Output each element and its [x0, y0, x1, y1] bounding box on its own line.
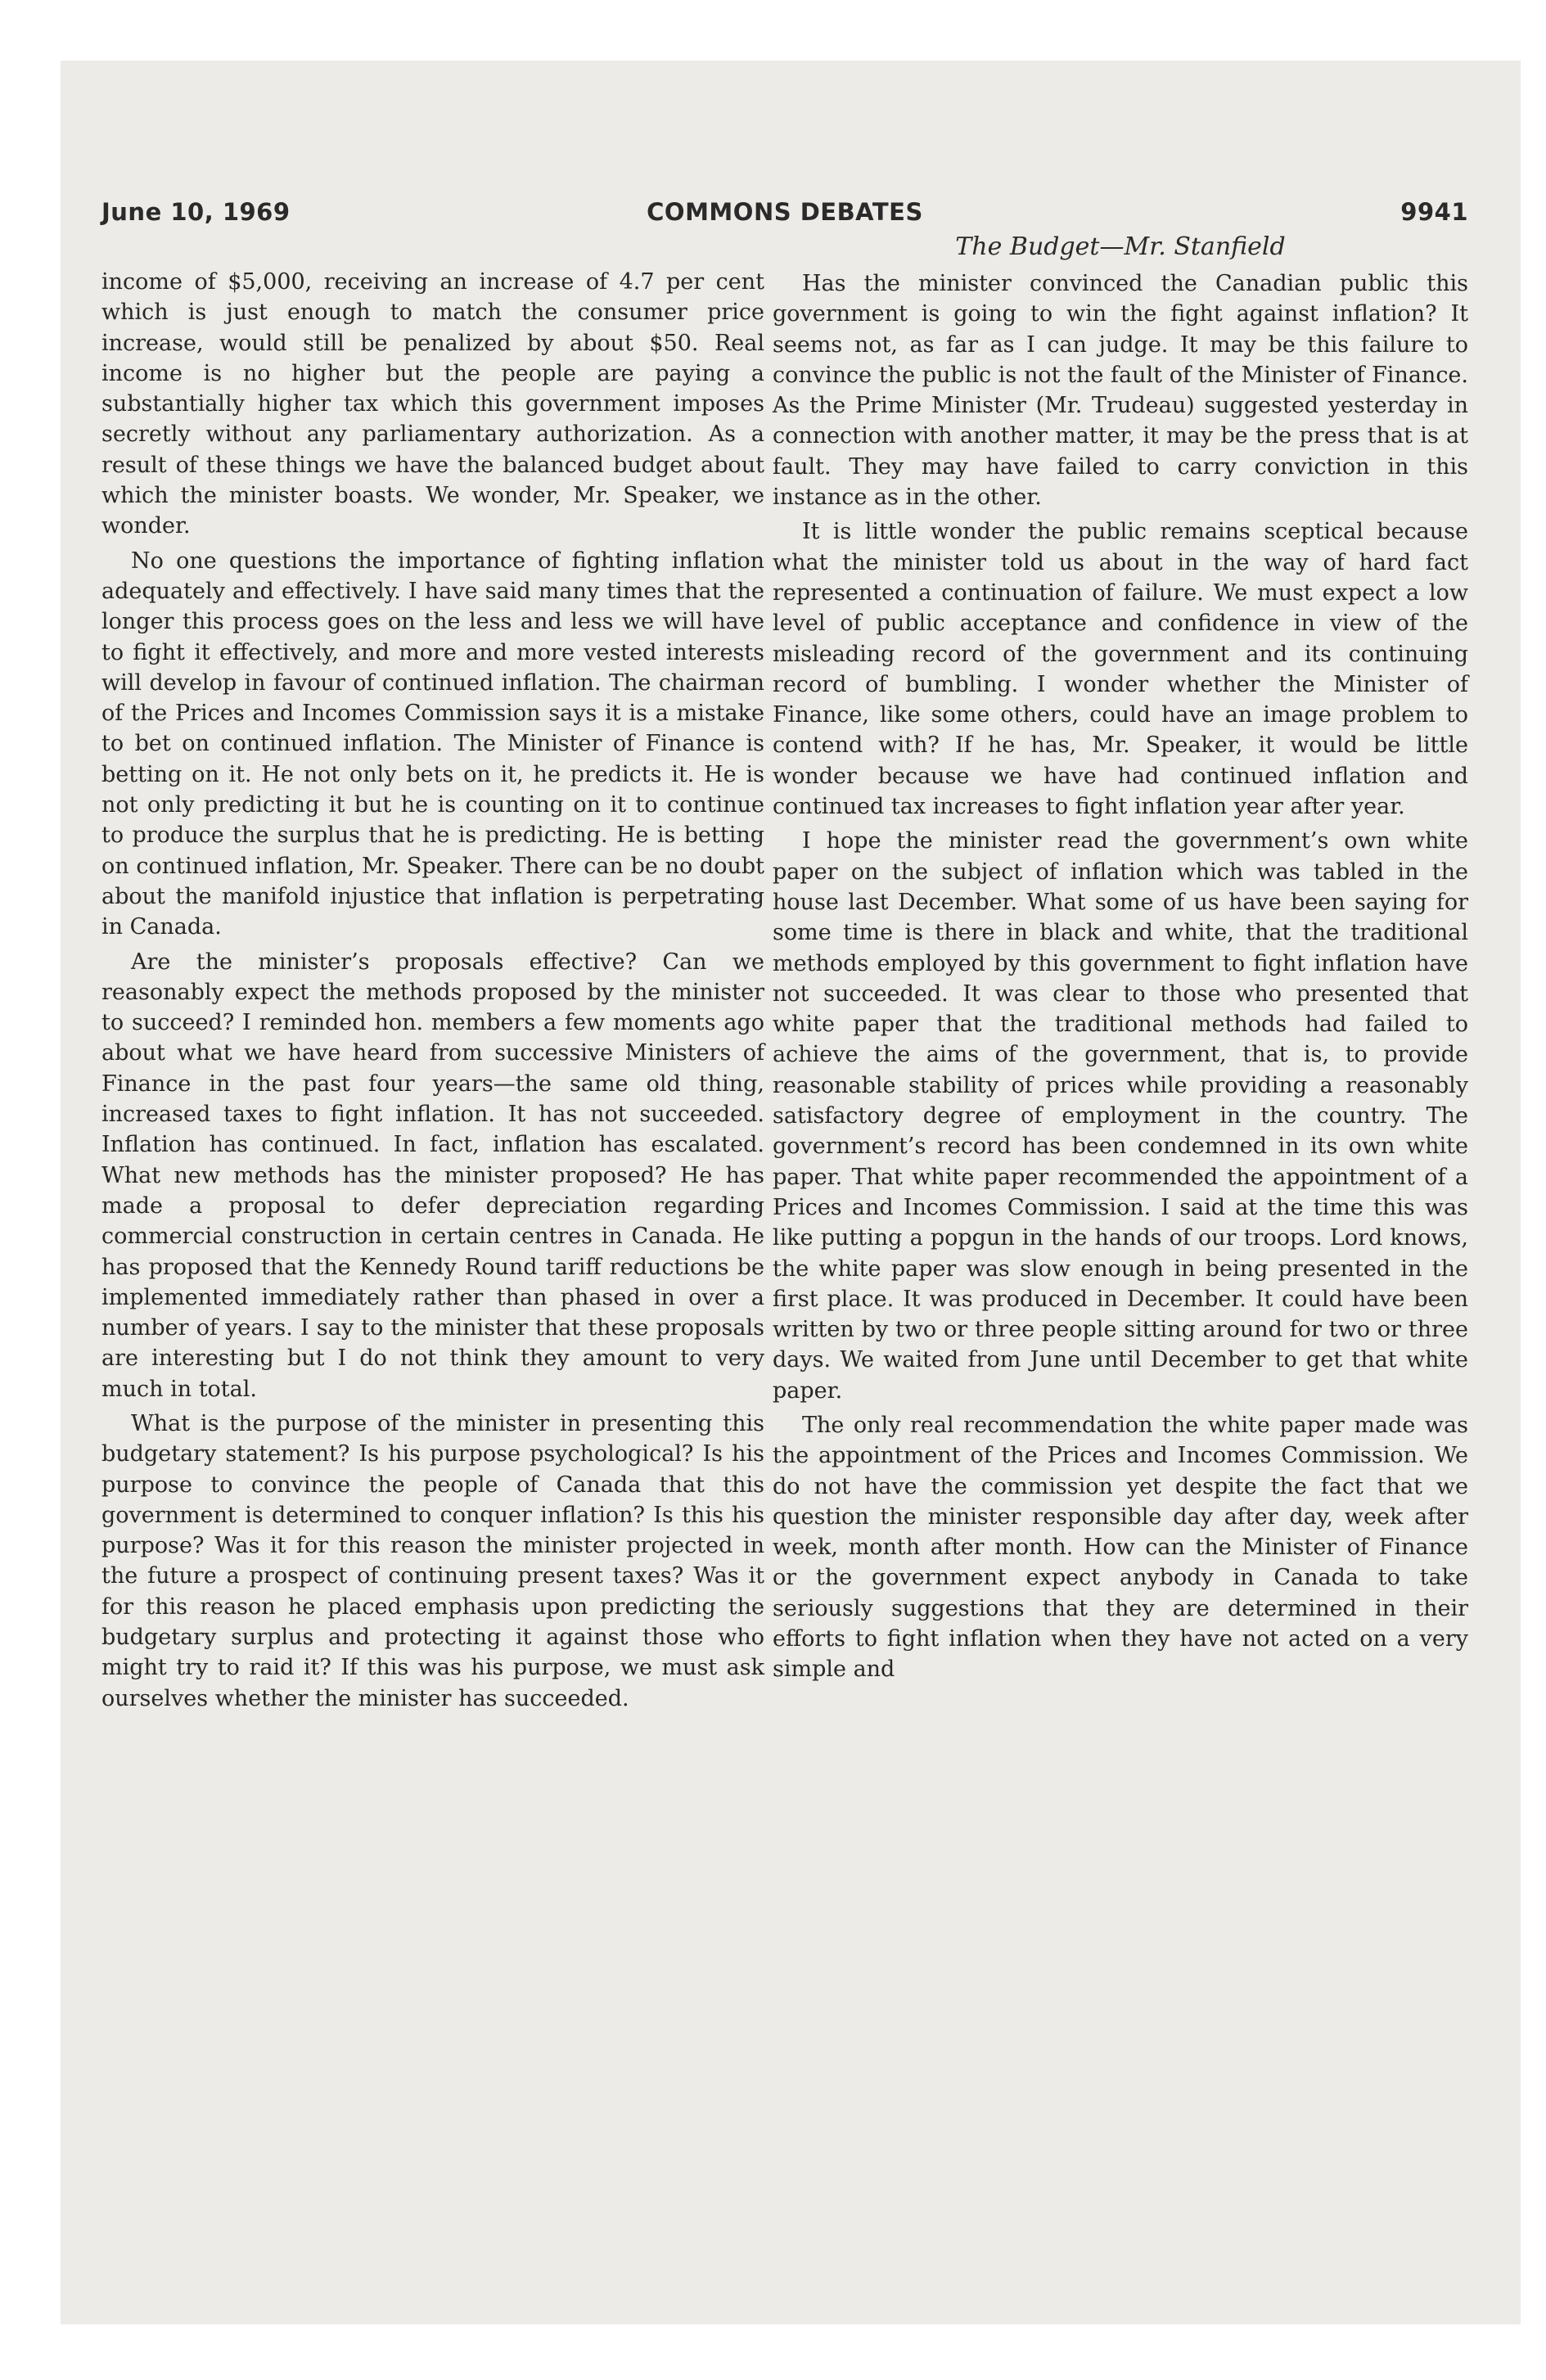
paragraph: income of $5,000, receiving an increase of 4.7 per cent which is just enough to match the consumer price increase, would still be penalized by about $50. Real income is no higher but the people are paying a substantially higher tax which this government imposes secretly without any parliamentary authorization. As a result of these things we have the balanced budget about which the minister boasts. We wonder, Mr. Speaker, we wonder.: [101, 269, 764, 539]
running-head: The Budget—Mr. Stanfield: [955, 232, 1286, 261]
paragraph: Are the minister’s proposals effective? Can we reasonably expect the methods proposed by the minister to succeed? I reminded hon. members a few moments ago about what we have heard from successive Ministers of Finance in the past four years—the same old thing, increased taxes to fight inflation. It has not succeeded. Inflation has continued. In fact, inflation has escalated. What new methods has the minister proposed? He has made a proposal to defer depreciation regarding commercial construction in certain centres in Canada. He has proposed that the Kennedy Round tariff reductions be implemented immediately rather than phased in over a number of years. I say to the minister that these proposals are interesting but I do not think they amount to very much in total.: [101, 949, 764, 1402]
paragraph: The only real recommendation the white paper made was the appointment of the Prices and Incomes Commission. We do not have the commission yet despite the fact that we question the minister responsible day after day, week after week, month after month. How can the Minister of Finance or the government expect anybody in Canada to take seriously suggestions that they are determined in their efforts to fight inflation when they have not acted on a very simple and: [773, 1412, 1468, 1683]
paragraph: What is the purpose of the minister in presenting this budgetary statement? Is his purpose psychological? Is his purpose to convince the people of Canada that this government is determined to conquer inflation? Is this his purpose? Was it for this reason the minister projected in the future a prospect of continuing present taxes? Was it for this reason he placed emphasis upon predicting the budgetary surplus and protecting it against those who might try to raid it? If this was his purpose, we must ask ourselves whether the minister has succeeded.: [101, 1410, 764, 1711]
paragraph: It is little wonder the public remains sceptical because what the minister told us about in the way of hard fact represented a continuation of failure. We must expect a low level of public acceptance and confidence in view of the misleading record of the government and its continuing record of bumbling. I wonder whether the Minister of Finance, like some others, could have an image problem to contend with? If he has, Mr. Speaker, it would be little wonder because we have had continued inflation and continued tax increases to fight inflation year after year.: [773, 519, 1468, 820]
right-column: [773, 268, 1468, 1689]
header-page-number: 9941: [1400, 198, 1468, 226]
paragraph: I hope the minister read the government’s own white paper on the subject of inflation which was tabled in the house last December. What some of us have been saying for some time is there in black and white, that the traditional methods employed by this government to fight inflation have not succeeded. It was clear to those who presented that white paper that the traditional methods had failed to achieve the aims of the government, that is, to provide reasonable stability of prices while providing a reasonably satisfactory degree of employment in the country. The government’s record has been condemned in its own white paper. That white paper recommended the appointment of a Prices and Incomes Commission. I said at the time this was like putting a popgun in the hands of our troops. Lord knows, the white paper was slow enough in being presented in the first place. It was produced in December. It could have been written by two or three people sitting around for two or three days. We waited from June until December to get that white paper.: [773, 828, 1468, 1404]
header-date: June 10, 1969: [101, 198, 291, 226]
scanned-page: [61, 61, 1521, 2324]
left-column: [101, 267, 764, 1718]
header-journal-title: COMMONS DEBATES: [647, 198, 923, 226]
paragraph: No one questions the importance of fighting inflation adequately and effectively. I have said many times that the longer this process goes on the less and less we will have to fight it effectively, and more and more vested interests will develop in favour of continued inflation. The chairman of the Prices and Incomes Commission says it is a mistake to bet on continued inflation. The Minister of Finance is betting on it. He not only bets on it, he predicts it. He is not only predicting it but he is counting on it to continue to produce the surplus that he is predicting. He is betting on continued inflation, Mr. Speaker. There can be no doubt about the manifold injustice that inflation is perpetrating in Canada.: [101, 548, 764, 940]
paragraph: Has the minister convinced the Canadian public this government is going to win the fight against inflation? It seems not, as far as I can judge. It may be this failure to convince the public is not the fault of the Minister of Finance. As the Prime Minister (Mr. Trudeau) suggested yesterday in connection with another matter, it may be the press that is at fault. They may have failed to carry conviction in this instance as in the other.: [773, 271, 1468, 511]
